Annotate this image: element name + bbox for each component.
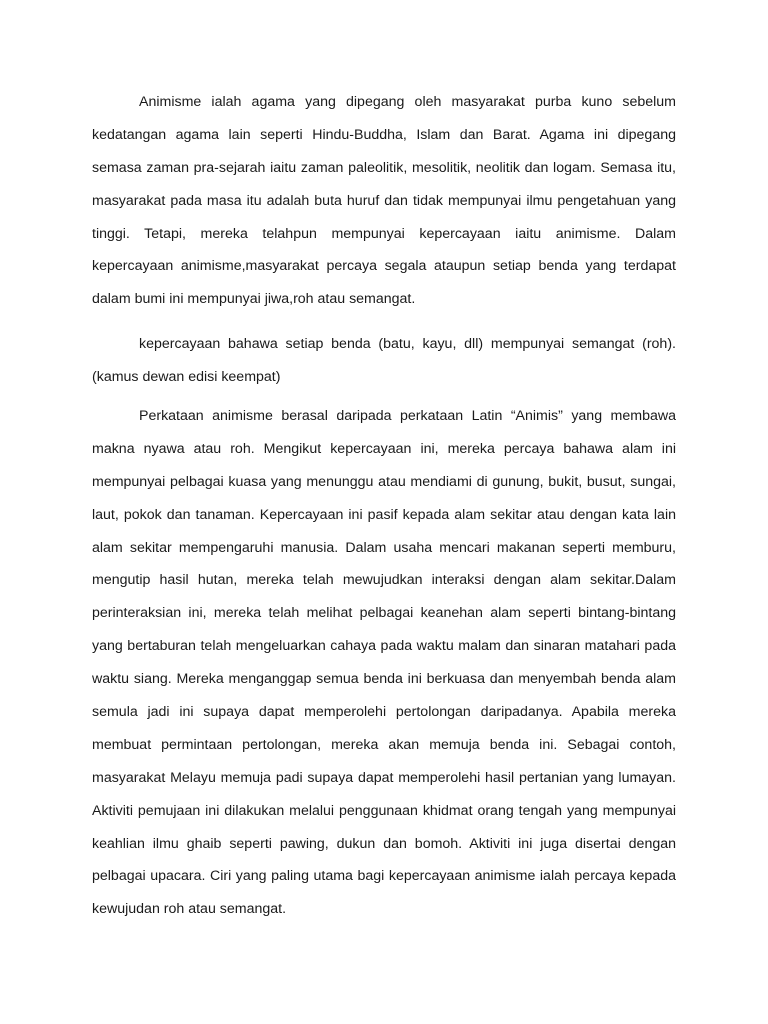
text-line: kewujudan roh atau semangat. [92, 901, 287, 918]
paragraph-1 [92, 86, 676, 316]
document-page [92, 86, 676, 926]
text-line: masyarakat pada masa itu adalah buta huruf dan tidak mempunyai ilmu pengetahuan yang [92, 192, 676, 209]
text-line: makna nyawa atau roh. Mengikut kepercayaan ini, mereka percaya bahawa alam ini [92, 440, 676, 457]
text-line: kepercayaan animisme,masyarakat percaya segala ataupun setiap benda yang terdapat [92, 258, 676, 275]
text-line: tinggi. Tetapi, mereka telahpun mempunyai kepercayaan iaitu animisme. Dalam [92, 225, 676, 242]
text-line: (kamus dewan edisi keempat) [92, 369, 281, 386]
paragraph-2 [92, 328, 676, 394]
text-line: Animisme ialah agama yang dipegang oleh masyarakat purba kuno sebelum [139, 94, 676, 110]
text-line: Aktiviti pemujaan ini dilakukan melalui penggunaan khidmat orang tengah yang mempunyai [92, 802, 676, 819]
text-line: pelbagai upacara. Ciri yang paling utama bagi kepercayaan animisme ialah percaya kepada [92, 868, 676, 885]
text-line: semula jadi ini supaya dapat memperolehi pertolongan daripadanya. Apabila mereka [92, 704, 676, 721]
text-line: membuat permintaan pertolongan, mereka akan memuja benda ini. Sebagai contoh, [92, 736, 676, 753]
text-line: Perkataan animisme berasal daripada perkataan Latin “Animis” yang membawa [139, 408, 676, 425]
text-line: dalam bumi ini mempunyai jiwa,roh atau semangat. [92, 291, 416, 308]
text-line: perinteraksian ini, mereka telah melihat pelbagai keanehan alam seperti bintang-bintang [92, 605, 676, 622]
text-line: mempunyai pelbagai kuasa yang menunggu atau mendiami di gunung, bukit, busut, sungai, [92, 473, 676, 490]
text-line: kepercayaan bahawa setiap benda (batu, kayu, dll) mempunyai semangat (roh). [139, 336, 676, 353]
text-line: waktu siang. Mereka menganggap semua benda ini berkuasa dan menyembah benda alam [92, 671, 676, 688]
text-line: semasa zaman pra-sejarah iaitu zaman paleolitik, mesolitik, neolitik dan logam. Semasa itu, [92, 159, 676, 176]
text-line: alam sekitar mempengaruhi manusia. Dalam usaha mencari makanan seperti memburu, [92, 539, 676, 556]
text-line: kedatangan agama lain seperti Hindu-Buddha, Islam dan Barat. Agama ini dipegang [92, 126, 676, 143]
text-line: masyarakat Melayu memuja padi supaya dapat memperolehi hasil pertanian yang lumayan. [92, 769, 676, 786]
paragraph-3 [92, 400, 676, 926]
paragraph-gap [92, 316, 676, 328]
text-line: keahlian ilmu ghaib seperti pawing, dukun dan bomoh. Aktiviti ini juga disertai dengan [92, 835, 676, 852]
text-line: mengutip hasil hutan, mereka telah mewujudkan interaksi dengan alam sekitar.Dalam [92, 572, 676, 589]
text-line: laut, pokok dan tanaman. Kepercayaan ini pasif kepada alam sekitar atau dengan kata lain [92, 506, 676, 523]
text-line: yang bertaburan telah mengeluarkan cahaya pada waktu malam dan sinaran matahari pada [92, 638, 676, 655]
